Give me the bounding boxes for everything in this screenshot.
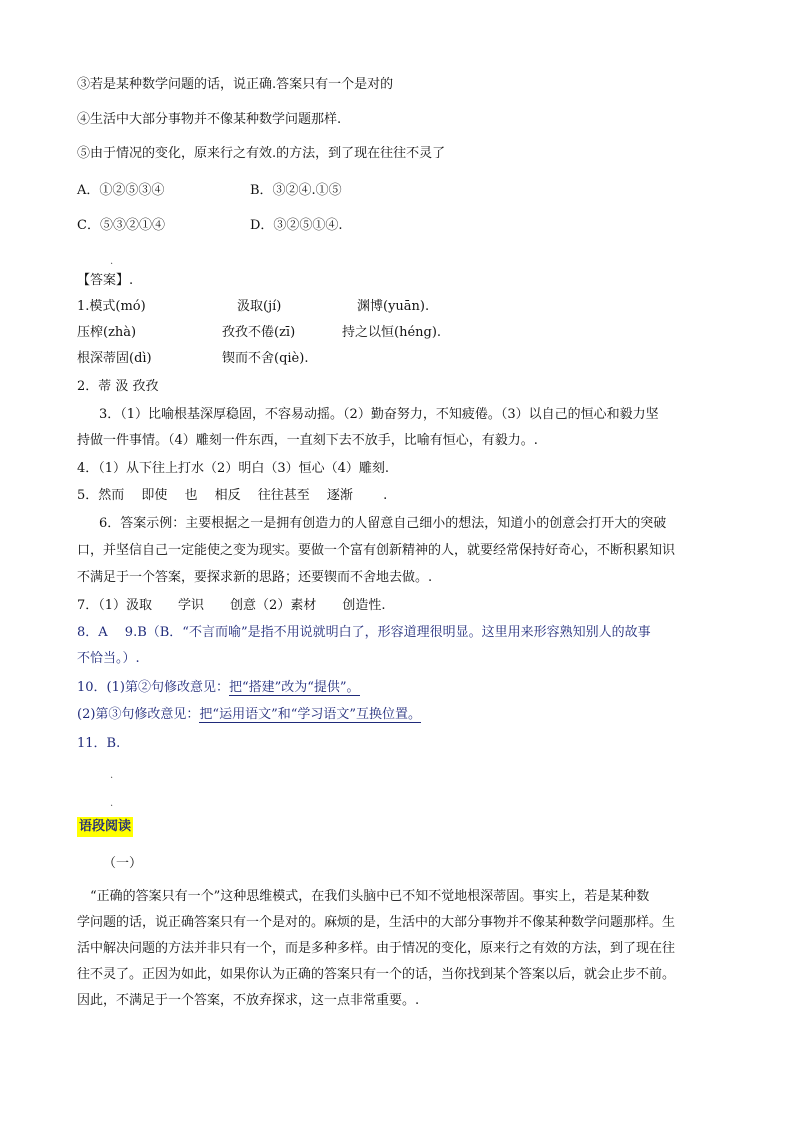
answer-6-line3: 不满足于一个答案，要探求新的思路；还要锲而不舍地去做。. xyxy=(77,570,433,585)
option-b: B．③②④.①⑤ xyxy=(250,183,342,198)
answer-10-1-text: 把“搭建”改为“提供”。 xyxy=(228,680,360,695)
answer-1-item: 孜孜不倦(zī) xyxy=(222,325,296,340)
answer-1-item: 渊博(yuān). xyxy=(357,299,430,314)
answer-3-line2: 持做一件事情。（4）雕刻一件东西，一直刻下去不放手，比喻有恒心，有毅力。. xyxy=(77,433,538,448)
stray-dot: . xyxy=(110,256,114,267)
answer-8-line1: 8．A 9.B（B．“不言而喻”是指不用说就明白了，形容道理很明显。这里用来形容熟知别人的故事 xyxy=(77,625,651,640)
option-c: C．⑤③②①④ xyxy=(77,218,165,233)
answer-1-item: 锲而不舍(qiè). xyxy=(222,351,309,366)
statement-4: ④生活中大部分事物并不像某种数学问题那样. xyxy=(77,112,342,127)
answer-10-1-prefix: 10．(1)第②句修改意见： xyxy=(77,680,229,695)
reading-passage xyxy=(77,884,717,1014)
statement-3: ③若是某种数学问题的话，说正确.答案只有一个是对的 xyxy=(77,77,394,92)
answer-8-line2: 不恰当。）. xyxy=(77,651,140,666)
answer-4: 4．（1）从下往上打水（2）明白（3）恒心（4）雕刻. xyxy=(77,461,389,476)
answer-11: 11．B. xyxy=(77,736,121,751)
answer-6-line2: 口，并坚信自己一定能使之变为现实。要做一个富有创新精神的人，就要经常保持好奇心，不断积累知识 xyxy=(77,543,676,558)
answer-1-item: 根深蒂固(dì) xyxy=(77,351,152,366)
passage-line: 往不灵了。正因为如此，如果你认为正确的答案只有一个的话，当你找到某个答案以后，就会止步不前。 xyxy=(77,967,676,982)
passage-line: 因此，不满足于一个答案，不放弃探求，这一点非常重要。. xyxy=(77,993,420,1008)
stray-dot: . xyxy=(110,770,114,781)
section-heading: 语段阅读 xyxy=(77,817,133,837)
stray-dot: . xyxy=(110,798,114,809)
passage-line: 活中解决问题的方法并非只有一个，而是多种多样。由于情况的变化，原来行之有效的方法，到了现在往 xyxy=(77,941,676,956)
answer-1-item: 持之以恒(héng). xyxy=(342,325,442,340)
answer-5: 5．然而 即使 也 相反 往往甚至 逐渐 . xyxy=(77,488,388,503)
option-a: A．①②⑤③④ xyxy=(77,183,165,198)
passage-line: “正确的答案只有一个”这种思维模式，在我们头脑中已不知不觉地根深蒂固。事实上，若是某种数 xyxy=(77,889,650,904)
answer-6-line1: 6．答案示例：主要根据之一是拥有创造力的人留意自己细小的想法，知道小的创意会打开大的突破 xyxy=(99,516,667,531)
answer-3-line1: 3．（1）比喻根基深厚稳固，不容易动摇。（2）勤奋努力，不知疲倦。（3）以自己的恒心和毅力坚 xyxy=(99,407,659,422)
answer-10-2 xyxy=(77,706,421,724)
answer-10-1 xyxy=(77,679,360,697)
answer-1-item: 1.模式(mó) xyxy=(77,299,146,314)
answer-10-2-text: 把“运用语文”和“学习语文”互换位置。 xyxy=(199,707,422,722)
answer-1-item: 汲取(jí) xyxy=(237,299,282,314)
option-d: D．③②⑤①④. xyxy=(250,218,343,233)
passage-line: 学问题的话，说正确答案只有一个是对的。麻烦的是，生活中的大部分事物并不像某种数学问题那样。生 xyxy=(77,915,676,930)
answer-10-2-prefix: (2)第③句修改意见： xyxy=(77,707,200,722)
section-subheading: （一） xyxy=(103,856,143,871)
answer-2: 2．蒂 汲 孜孜 xyxy=(77,379,159,394)
answer-heading: 【答案】. xyxy=(77,273,134,288)
statement-5: ⑤由于情况的变化，原来行之有效.的方法，到了现在往往不灵了 xyxy=(77,146,446,161)
answer-1-item: 压榨(zhà) xyxy=(77,325,137,340)
answer-7: 7．（1）汲取 学识 创意（2）素材 创造性. xyxy=(77,598,386,613)
